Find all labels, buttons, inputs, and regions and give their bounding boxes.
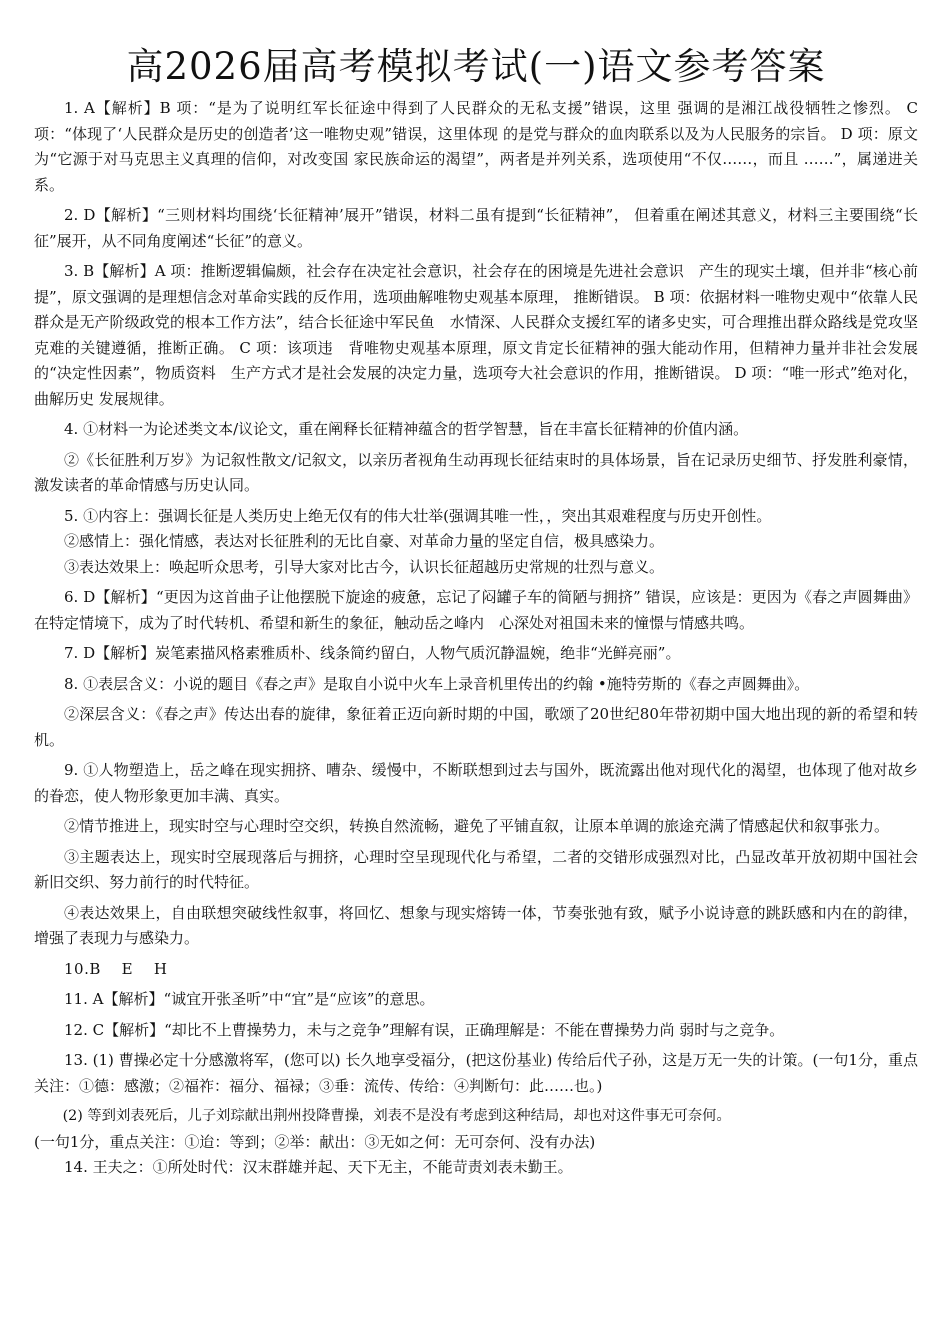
answer-q13-scoring: (一句1分，重点关注：①迨：等到；②举：献出：③无如之何：无可奈何、没有办法) <box>34 1132 596 1151</box>
answer-q5-part2: ②感情上：强化情感，表达对长征胜利的无比自豪、对革命力量的坚定自信，极具感染力。 <box>64 532 665 550</box>
answer-q4-part1: 4. ①材料一为论述类文本/议论文，重在阐释长征精神蕴含的哲学智慧，旨在丰富长征精神的价值内涵。 <box>64 420 749 438</box>
answer-q10: 10.B E H <box>64 959 168 978</box>
answer-q5-part3: ③表达效果上：唤起听众思考，引导大家对比古今，认识长征超越历史常规的壮烈与意义。 <box>64 557 665 576</box>
answer-q11: 11. A【解析】“诚宜开张圣听”中“宜”是“应该”的意思。 <box>64 990 435 1008</box>
answer-q14: 14. 王夫之：①所处时代：汉末群雄并起、天下无主，不能苛责刘表未勤王。 <box>64 1158 573 1176</box>
answer-q1: 1. A【解析】B 项：“是为了说明红军长征途中得到了人民群众的无私支援”错误，这里 强调的是湘江战役牺牲之惨烈。 C 项：“体现了‘人民群众是历史的创造者’这一唯物史观”错误，这里体现 的是党与群众的血肉联系以及为人民服务的宗旨。 D 项：原文为“它源于对马克思主义真理的信仰，对改变国 家民族命运的渴望”，两者是并列关系，选项使用“不仅……，而且 ……”，属递进关系。 <box>34 99 918 194</box>
answer-q9-part3: ③主题表达上，现实时空展现落后与拥挤，心理时空呈现现代化与希望，二者的交错形成强烈对比，凸显改革开放初期中国社会新旧交织、努力前行的时代特征。 <box>34 847 918 891</box>
answer-q9-part1: 9. ①人物塑造上，岳之峰在现实拥挤、嘈杂、缓慢中，不断联想到过去与国外，既流露出他对现代化的渴望，也体现了他对故乡的眷恋，使人物形象更加丰满、真实。 <box>34 761 918 805</box>
answer-q13-part2: (2) 等到刘表死后，儿子刘琮献出荆州投降曹操，刘表不是没有考虑到这种结局，却也对这件事无可奈何。 <box>62 1108 731 1124</box>
answer-q8-part2: ②深层含义：《春之声》传达出春的旋律，象征着正迈向新时期的中国，歌颂了20世纪80年带初期中国大地出现的新的希望和转机。 <box>34 705 918 749</box>
answer-q12: 12. C【解析】“却比不上曹操势力，未与之竞争”理解有误，正确理解是：不能在曹操势力尚 弱时与之竞争。 <box>64 1020 785 1039</box>
answer-q7: 7. D【解析】炭笔素描风格素雅质朴、线条简约留白，人物气质沉静温婉，绝非“光鲜亮丽”。 <box>64 644 681 662</box>
answer-q4-part2: ②《长征胜利万岁》为记叙性散文/记叙文，以亲历者视角生动再现长征结束时的具体场景，旨在记录历史细节、抒发胜利豪情，激发读者的革命情感与历史认同。 <box>34 450 918 494</box>
answer-q9-part2: ②情节推进上，现实时空与心理时空交织，转换自然流畅，避免了平铺直叙，让原本单调的旅途充满了情感起伏和叙事张力。 <box>64 817 890 835</box>
answer-q13-part1: 13. (1) 曹操必定十分感激将军，(您可以) 长久地享受福分，(把这份基业) 传给后代子孙，这是万无一失的计策。(一句1分，重点关注：①德：感激；②福祚：福分、福禄；③垂：流传、传给：④判断句：此……也。) <box>34 1051 918 1095</box>
answer-q3: 3. B【解析】A 项：推断逻辑偏颇，社会存在决定社会意识，社会存在的困境是先进社会意识 产生的现实土壤，但并非“核心前提”，原文强调的是理想信念对革命实践的反作用，选项曲解唯物史观基本原理， 推断错误。 B 项：依据材料一唯物史观中“依靠人民群众是无产阶级政党的根本工作方法”，结合长征途中军民鱼 水情深、人民群众支援红军的诸多史实，可合理推出群众路线是党攻坚克难的关键遵循，推断正确。 C 项：该项违 背唯物史观基本原理，原文肯定长征精神的强大能动作用，但精神力量并非社会发展的“决定性因素”，物质资料 生产方式才是社会发展的决定力量，选项夸大社会意识的作用，推断错误。 D 项：“唯一形式”绝对化，曲解历史 发展规律。 <box>34 262 918 408</box>
page-title: 高2026届高考模拟考试(一)语文参考答案 <box>126 45 826 88</box>
answer-q8-part1: 8. ①表层含义：小说的题目《春之声》是取自小说中火车上录音机里传出的约翰 •施特劳斯的《春之声圆舞曲》。 <box>64 674 810 693</box>
answer-sheet <box>34 0 918 1181</box>
answer-q2: 2. D【解析】“三则材料均围绕‘长征精神’展开”错误，材料二虽有提到“长征精神”， 但着重在阐述其意义，材料三主要围绕“长征”展开，从不同角度阐述“长征”的意义。 <box>34 206 918 250</box>
answer-q9-part4: ④表达效果上，自由联想突破线性叙事，将回忆、想象与现实熔铸一体，节奏张弛有致，赋予小说诗意的跳跃感和内在的韵律，增强了表现力与感染力。 <box>34 903 918 947</box>
answer-q5-part1: 5. ①内容上：强调长征是人类历史上绝无仅有的伟大壮举(强调其唯一性，，突出其艰难程度与历史开创性。 <box>64 506 772 525</box>
answer-q6: 6. D【解析】“更因为这首曲子让他摆脱下旋途的疲惫，忘记了闷罐子车的简陋与拥挤” 错误，应该是：更因为《春之声圆舞曲》在特定情境下，成为了时代转机、希望和新生的象征，触动岳之峰内 心深处对祖国未来的憧憬与情感共鸣。 <box>34 588 918 632</box>
